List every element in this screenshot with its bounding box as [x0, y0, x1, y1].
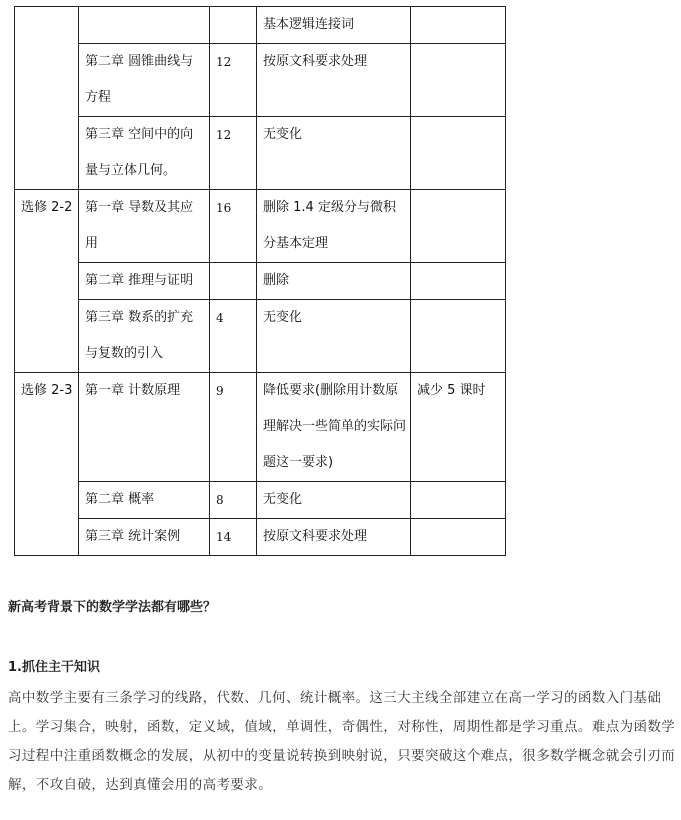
hours-cell: 4	[210, 300, 257, 373]
table-row	[15, 482, 506, 519]
article-heading: 新高考背景下的数学学法都有哪些？	[8, 600, 217, 615]
note-cell	[411, 300, 506, 373]
table-row	[15, 519, 506, 556]
article-subheading: 1.抓住主干知识	[8, 660, 100, 675]
change-cell: 基本逻辑连接词	[257, 7, 411, 44]
table-row	[15, 263, 506, 300]
note-cell	[411, 117, 506, 190]
hours-cell	[210, 7, 257, 44]
change-cell: 无变化	[257, 117, 411, 190]
chapter-cell: 第三章 数系的扩充与复数的引入	[79, 300, 210, 373]
table-row	[15, 117, 506, 190]
note-cell	[411, 482, 506, 519]
table-row	[15, 300, 506, 373]
change-cell: 降低要求(删除用计数原理解决一些简单的实际问题这一要求)	[257, 373, 411, 482]
hours-cell: 12	[210, 117, 257, 190]
hours-cell	[210, 263, 257, 300]
hours-cell: 8	[210, 482, 257, 519]
table-row	[15, 44, 506, 117]
note-cell	[411, 44, 506, 117]
note-cell	[411, 190, 506, 263]
hours-cell: 16	[210, 190, 257, 263]
change-cell: 无变化	[257, 300, 411, 373]
table-row	[15, 373, 506, 482]
chapter-cell: 第三章 空间中的向量与立体几何。	[79, 117, 210, 190]
book-cell	[15, 7, 79, 190]
chapter-cell	[79, 7, 210, 44]
chapter-cell: 第三章 统计案例	[79, 519, 210, 556]
change-cell: 删除 1.4 定级分与微积分基本定理	[257, 190, 411, 263]
change-cell: 按原文科要求处理	[257, 519, 411, 556]
chapter-cell: 第一章 计数原理	[79, 373, 210, 482]
hours-cell: 14	[210, 519, 257, 556]
note-cell	[411, 519, 506, 556]
curriculum-table	[14, 6, 506, 556]
note-cell: 减少 5 课时	[411, 373, 506, 482]
chapter-cell: 第二章 推理与证明	[79, 263, 210, 300]
chapter-cell: 第二章 概率	[79, 482, 210, 519]
book-cell: 选修 2-3	[15, 373, 79, 556]
hours-cell: 12	[210, 44, 257, 117]
change-cell: 删除	[257, 263, 411, 300]
change-cell: 无变化	[257, 482, 411, 519]
chapter-cell: 第一章 导数及其应用	[79, 190, 210, 263]
table-row	[15, 190, 506, 263]
article-paragraph: 高中数学主要有三条学习的线路，代数、几何、统计概率。这三大主线全部建立在高一学习的函数入门基础上。学习集合，映射，函数，定义域，值域，单调性，奇偶性，对称性，周期性都是学习重点。难点为函数学习过程中注重函数概念的发展，从初中的变量说转换到映射说，只要突破这个难点，很多数学概念就会引刃而解，不攻自破，达到真懂会用的高考要求。	[8, 690, 676, 793]
table-row	[15, 7, 506, 44]
change-cell: 按原文科要求处理	[257, 44, 411, 117]
note-cell	[411, 263, 506, 300]
book-cell: 选修 2-2	[15, 190, 79, 373]
hours-cell: 9	[210, 373, 257, 482]
chapter-cell: 第二章 圆锥曲线与方程	[79, 44, 210, 117]
note-cell	[411, 7, 506, 44]
